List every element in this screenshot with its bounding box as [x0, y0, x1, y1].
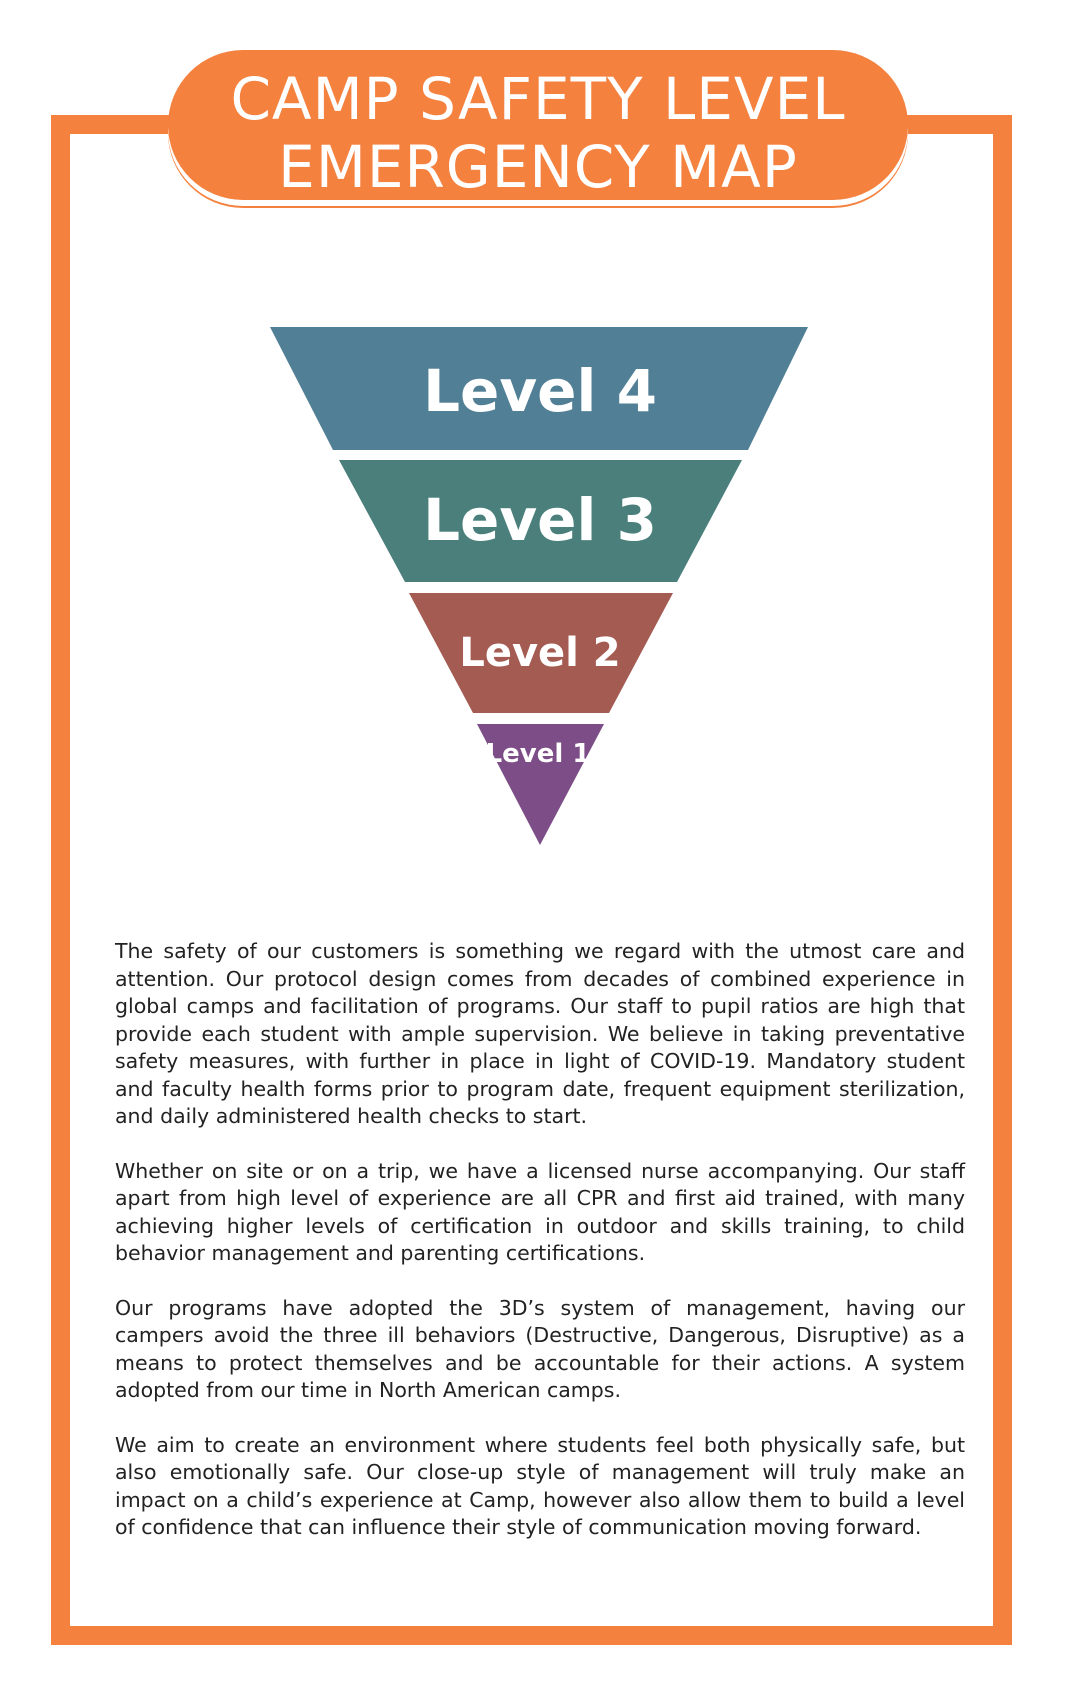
level-4-label: Level 4: [423, 357, 657, 425]
level-1-label: Level 1: [485, 739, 591, 769]
safety-description: [115, 938, 965, 1569]
paragraph-staff-training: Whether on site or on a trip, we have a licensed nurse accompanying. Our staff apart from high level of experience are all CPR and first aid trained, with many achieving higher levels of certification in outdoor and skills training, to child behavior management and parenting certifications.: [115, 1158, 965, 1265]
paragraph-3ds-system: Our programs have adopted the 3D’s system of management, having our campers avoid the three ill behaviors (Destructive, Dangerous, Disruptive) as a means to protect themselves and be accountable for their actions. A system adopted from our time in North American camps.: [115, 1295, 965, 1402]
title-line-1: CAMP SAFETY LEVEL: [230, 65, 846, 133]
level-3-label: Level 3: [423, 486, 657, 554]
title-line-2: EMERGENCY MAP: [278, 133, 798, 201]
level-2-label: Level 2: [459, 630, 621, 676]
paragraph-emotional-safety: We aim to create an environment where students feel both physically safe, but also emotionally safe. Our close-up style of management will truly make an impact on a child’s experience at Camp, however also allow them to build a level of confidence that can influence their style of communication moving forward.: [115, 1432, 965, 1539]
paragraph-safety-protocol: The safety of our customers is something we regard with the utmost care and attention. Our protocol design comes from decades of combined experience in global camps and facilitation of programs. Our staff to pupil ratios are high that provide each student with ample supervision. We believe in taking preventative safety measures, with further in place in light of COVID-19. Mandatory student and faculty health forms prior to program date, frequent equipment sterilization, and daily administered health checks to start.: [115, 939, 965, 1128]
